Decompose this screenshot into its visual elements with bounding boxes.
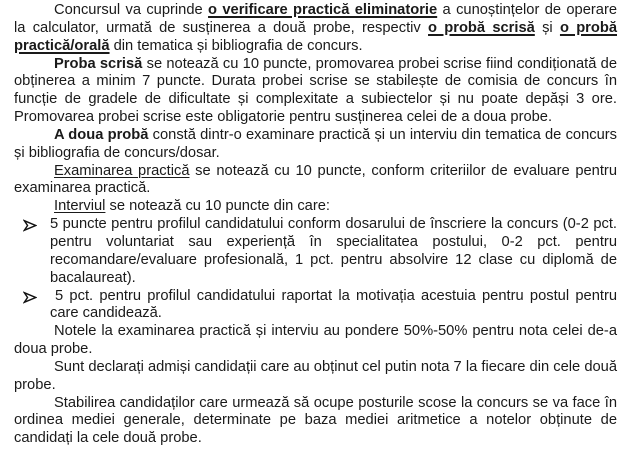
paragraph-text: și <box>534 19 560 36</box>
heading-interviul: Interviul <box>54 198 106 215</box>
list-item <box>14 216 617 287</box>
paragraph-text: a cunoștințelor de operare la calculator, urmată de susținerea a două probe, respectiv <box>14 2 618 36</box>
paragraph-text: se notează cu 10 puncte, promovarea probei scrise fiind condiționată de obținerea a minim 7 puncte. Durata probei scrise se stabilește de comisia de concurs în funcție de gradele de dificultate și complexitate a subiectelor și nu poate depăși 3 ore. Promovarea probei scrise este obligatorie pentru susținerea celei de a doua probe. <box>14 55 617 126</box>
paragraph-text: din tematica și bibliografia de concurs. <box>109 37 363 54</box>
paragraph-text: constă dintr-o examinare practică și un interviu din tematica de concurs și bibliografia de concurs/dosar. <box>14 126 617 161</box>
key-term-verificare-practica: o verificare practică eliminatorie <box>208 2 438 18</box>
paragraph-stabilirea <box>14 395 617 449</box>
paragraph-a-doua-proba <box>14 127 617 163</box>
arrow-bullet-icon <box>14 288 50 304</box>
paragraph-admisi <box>14 359 617 395</box>
paragraph-text: Stabilirea candidaților care urmează să ocupe posturile scose la concurs se va face în ordinea mediei generale, determinate pe baza mediei aritmetice a notelor obținute de candidați la cele două probe. <box>14 394 617 447</box>
paragraph-text: se notează cu 10 puncte, conform criteriilor de evaluare pentru examinarea practică. <box>14 162 617 197</box>
paragraph-text: Notele la examinarea practică și interviu au pondere 50%-50% pentru nota celei de-a doua probe. <box>14 323 617 358</box>
paragraph-interviul <box>14 198 617 216</box>
list-item-text: 5 pct. pentru profilul candidatului raportat la motivația acestuia pentru postul pentru care candidează. <box>50 287 617 322</box>
paragraph-intro <box>14 2 617 56</box>
paragraph-proba-scrisa <box>14 56 617 127</box>
heading-a-doua-proba: A doua probă <box>54 126 149 143</box>
paragraph-text: Concursul va cuprinde <box>54 2 209 18</box>
arrow-bullet-icon <box>14 216 50 232</box>
key-term-proba-practica-orala: o probă practică/orală <box>14 19 617 54</box>
list-item <box>14 288 617 324</box>
paragraph-notele <box>14 323 617 359</box>
paragraph-text: se notează cu 10 puncte din care: <box>105 198 330 215</box>
paragraph-examinarea-practica <box>14 163 617 199</box>
key-term-proba-scrisa: o probă scrisă <box>428 19 535 36</box>
heading-examinarea-practica: Examinarea practică <box>54 162 190 179</box>
heading-proba-scrisa: Proba scrisă <box>54 55 143 72</box>
paragraph-text: Sunt declarați admiși candidații care au obținut cel putin nota 7 la fiecare din cele două probe. <box>14 358 617 393</box>
list-item-text: 5 puncte pentru profilul candidatului conform dosarului de înscriere la concurs (0-2 pct. pentru voluntariat sau experiență în specialitatea postului, 0-2 pct. pentru recomandare/evaluare profesională, 1 pct. pentru absolvire 12 clase cu diplomă de bacalaureat). <box>50 216 617 286</box>
